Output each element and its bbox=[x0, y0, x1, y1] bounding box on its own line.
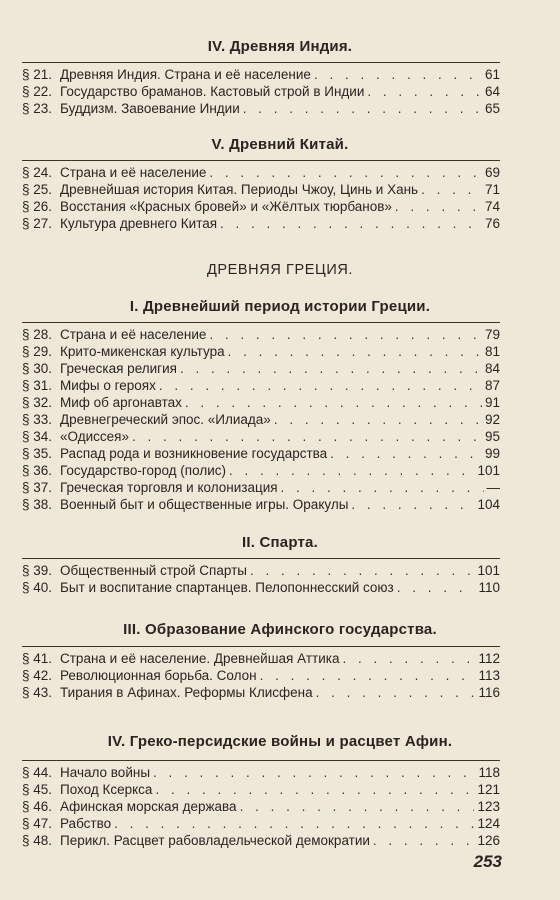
page-number: 84 bbox=[484, 361, 500, 376]
section-number: § 34. bbox=[22, 429, 53, 444]
section-heading-greece-early: I. Древнейший период истории Греции. bbox=[129, 298, 431, 315]
dot-leader bbox=[314, 66, 482, 83]
section-number: § 43. bbox=[22, 685, 53, 700]
section-number: § 48. bbox=[22, 833, 53, 848]
section-number: § 24. bbox=[22, 165, 53, 180]
page-number: 95 bbox=[484, 429, 500, 444]
page-number: 69 bbox=[484, 165, 500, 180]
entry-title: Миф об аргонавтах bbox=[60, 395, 182, 410]
entry-title: Тирания в Афинах. Реформы Клисфена bbox=[60, 685, 313, 700]
section-number: § 36. bbox=[22, 463, 53, 478]
toc-entry bbox=[22, 579, 500, 596]
entry-title: Перикл. Расцвет рабовладельческой демократии bbox=[60, 833, 370, 848]
dot-leader bbox=[155, 781, 474, 798]
toc-entry bbox=[22, 815, 500, 832]
entry-title: Восстания «Красных бровей» и «Жёлтых тюрбанов» bbox=[60, 199, 392, 214]
page-number: 116 bbox=[478, 685, 500, 700]
entry-title: Греческая религия bbox=[60, 361, 177, 376]
section-number: § 21. bbox=[22, 67, 53, 82]
section-number: § 44. bbox=[22, 765, 53, 780]
entry-title: Греческая торговля и колонизация bbox=[60, 480, 278, 495]
entry-title: «Одиссея» bbox=[60, 429, 129, 444]
divider-rule bbox=[22, 160, 500, 161]
entry-title: Страна и её население bbox=[60, 165, 207, 180]
toc-entry bbox=[22, 360, 500, 377]
toc-entry bbox=[22, 66, 500, 83]
dot-leader bbox=[209, 164, 482, 181]
page-number: 79 bbox=[484, 327, 500, 342]
entry-title: Мифы о героях bbox=[60, 378, 156, 393]
entry-title: Древнегреческий эпос. «Илиада» bbox=[60, 412, 271, 427]
page-number: 64 bbox=[484, 84, 500, 99]
dot-leader bbox=[250, 562, 474, 579]
divider-rule bbox=[22, 62, 500, 63]
section-number: § 31. bbox=[22, 378, 53, 393]
dot-leader bbox=[373, 832, 475, 849]
dot-leader bbox=[228, 343, 482, 360]
toc-entry bbox=[22, 164, 500, 181]
toc-entry bbox=[22, 650, 500, 667]
page-number: 126 bbox=[477, 833, 500, 848]
dot-leader bbox=[209, 326, 482, 343]
dot-leader bbox=[351, 496, 474, 513]
page-number: 71 bbox=[484, 182, 500, 197]
toc-entry bbox=[22, 411, 500, 428]
dot-leader bbox=[185, 394, 482, 411]
toc-entry bbox=[22, 462, 500, 479]
entry-title: Быт и воспитание спартанцев. Пелопоннесский союз bbox=[60, 580, 394, 595]
dot-leader bbox=[229, 462, 474, 479]
toc-entry bbox=[22, 343, 500, 360]
page-folio-number: 253 bbox=[473, 852, 502, 871]
section-number: § 25. bbox=[22, 182, 53, 197]
section-number: § 35. bbox=[22, 446, 53, 461]
page-number: 92 bbox=[484, 412, 500, 427]
section-number: § 46. bbox=[22, 799, 53, 814]
page-number: — bbox=[486, 480, 500, 495]
dot-leader bbox=[330, 445, 482, 462]
entry-title: Культура древнего Китая bbox=[60, 216, 218, 231]
dot-leader bbox=[397, 579, 476, 596]
dot-leader bbox=[281, 479, 484, 496]
toc-entry bbox=[22, 667, 500, 684]
dot-leader bbox=[395, 198, 482, 215]
entry-title: Страна и её население. Древнейшая Аттика bbox=[60, 651, 340, 666]
section-number: § 23. bbox=[22, 101, 53, 116]
entry-title: Государство браманов. Кастовый строй в Индии bbox=[60, 84, 365, 99]
section-heading-india: IV. Древняя Индия. bbox=[207, 38, 353, 55]
page-number: 81 bbox=[484, 344, 500, 359]
page-number: 123 bbox=[477, 799, 500, 814]
toc-entry bbox=[22, 198, 500, 215]
dot-leader bbox=[159, 377, 482, 394]
entry-title: Страна и её население bbox=[60, 327, 207, 342]
page-number: 87 bbox=[484, 378, 500, 393]
section-number: § 45. bbox=[22, 782, 53, 797]
dot-leader bbox=[316, 684, 476, 701]
section-number: § 26. bbox=[22, 199, 53, 214]
entry-title: Древнейшая история Китая. Периоды Чжоу, Цинь и Хань bbox=[60, 182, 419, 197]
section-number: § 30. bbox=[22, 361, 53, 376]
entry-title: Афинская морская держава bbox=[60, 799, 237, 814]
section-number: § 42. bbox=[22, 668, 53, 683]
page-number: 110 bbox=[478, 580, 500, 595]
toc-entry bbox=[22, 562, 500, 579]
page-number: 112 bbox=[478, 651, 500, 666]
toc-entry bbox=[22, 394, 500, 411]
toc-entry bbox=[22, 181, 500, 198]
entry-title: Рабство bbox=[60, 816, 112, 831]
entry-title: Древняя Индия. Страна и её население bbox=[60, 67, 311, 82]
entry-title: Военный быт и общественные игры. Оракулы bbox=[60, 497, 349, 512]
toc-entry bbox=[22, 832, 500, 849]
toc-entry bbox=[22, 326, 500, 343]
dot-leader bbox=[342, 650, 475, 667]
part-heading-greece: ДРЕВНЯЯ ГРЕЦИЯ. bbox=[206, 262, 354, 278]
section-number: § 40. bbox=[22, 580, 53, 595]
toc-entry bbox=[22, 798, 500, 815]
toc-entry bbox=[22, 100, 500, 117]
entry-title: Государство-город (полис) bbox=[60, 463, 226, 478]
dot-leader bbox=[260, 667, 476, 684]
dot-leader bbox=[367, 83, 482, 100]
section-number: § 38. bbox=[22, 497, 53, 512]
toc-entry bbox=[22, 764, 500, 781]
section-heading-china: V. Древний Китай. bbox=[211, 136, 349, 153]
section-number: § 22. bbox=[22, 84, 53, 99]
section-number: § 32. bbox=[22, 395, 53, 410]
page-number: 65 bbox=[484, 101, 500, 116]
entry-title: Поход Ксеркса bbox=[60, 782, 153, 797]
toc-entry bbox=[22, 479, 500, 496]
toc-entry bbox=[22, 83, 500, 100]
dot-leader bbox=[274, 411, 482, 428]
page-number: 99 bbox=[484, 446, 500, 461]
entry-title: Общественный строй Спарты bbox=[60, 563, 247, 578]
section-heading-sparta: II. Спарта. bbox=[242, 534, 318, 551]
page-number: 104 bbox=[477, 497, 500, 512]
section-heading-greco-persian-wars: IV. Греко-персидские войны и расцвет Афин. bbox=[107, 733, 453, 750]
page-number: 121 bbox=[477, 782, 500, 797]
dot-leader bbox=[243, 100, 482, 117]
toc-entry bbox=[22, 215, 500, 232]
page-number: 74 bbox=[484, 199, 500, 214]
dot-leader bbox=[132, 428, 482, 445]
section-number: § 29. bbox=[22, 344, 53, 359]
page-number: 76 bbox=[484, 216, 500, 231]
toc-entry bbox=[22, 428, 500, 445]
section-number: § 33. bbox=[22, 412, 53, 427]
toc-entry bbox=[22, 684, 500, 701]
section-number: § 37. bbox=[22, 480, 53, 495]
entry-title: Начало войны bbox=[60, 765, 151, 780]
entry-title: Буддизм. Завоевание Индии bbox=[60, 101, 240, 116]
dot-leader bbox=[153, 764, 475, 781]
section-number: § 28. bbox=[22, 327, 53, 342]
dot-leader bbox=[240, 798, 475, 815]
divider-rule bbox=[22, 322, 500, 323]
page-number: 61 bbox=[484, 67, 500, 82]
dot-leader bbox=[180, 360, 482, 377]
page-number: 101 bbox=[477, 563, 500, 578]
page-number: 113 bbox=[478, 668, 500, 683]
divider-rule bbox=[22, 646, 500, 647]
page-number: 124 bbox=[477, 816, 500, 831]
section-heading-athens-state: III. Образование Афинского государства. bbox=[123, 621, 437, 638]
divider-rule bbox=[22, 558, 500, 559]
toc-entry bbox=[22, 445, 500, 462]
toc-entry bbox=[22, 781, 500, 798]
section-number: § 41. bbox=[22, 651, 53, 666]
toc-entry bbox=[22, 496, 500, 513]
section-number: § 27. bbox=[22, 216, 53, 231]
dot-leader bbox=[220, 215, 482, 232]
page-number: 91 bbox=[484, 395, 500, 410]
page-number: 118 bbox=[478, 765, 500, 780]
entry-title: Революционная борьба. Солон bbox=[60, 668, 257, 683]
page-number: 101 bbox=[477, 463, 500, 478]
section-number: § 47. bbox=[22, 816, 53, 831]
entry-title: Распад рода и возникновение государства bbox=[60, 446, 328, 461]
divider-rule bbox=[22, 760, 500, 761]
toc-entry bbox=[22, 377, 500, 394]
dot-leader bbox=[421, 181, 482, 198]
section-number: § 39. bbox=[22, 563, 53, 578]
entry-title: Крито-микенская культура bbox=[60, 344, 225, 359]
dot-leader bbox=[114, 815, 474, 832]
